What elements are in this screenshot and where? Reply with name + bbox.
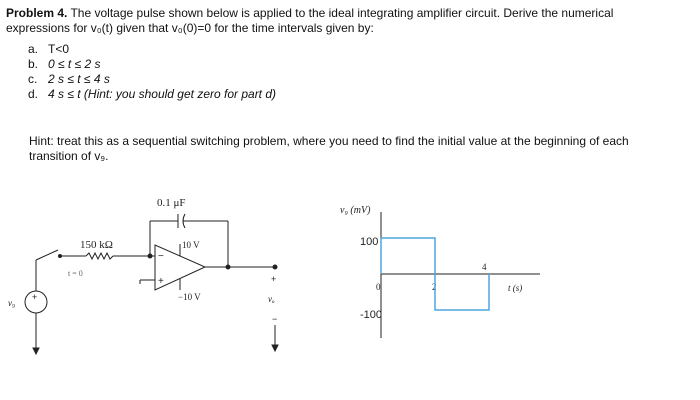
statement-line-1: The voltage pulse shown below is applied to the ideal integrating amplifier circuit. Derive the numerical [67, 6, 614, 20]
hint-line-1: Hint: treat this as a sequential switching problem, where you need to find the initial value at the beginning of each [29, 134, 629, 148]
y-tick-label: 100 [360, 236, 379, 248]
opamp-plus-sign: + [158, 276, 164, 287]
list-item: c. 2 s ≤ t ≤ 4 s [28, 72, 110, 86]
resistor-label: 150 kΩ [80, 239, 113, 251]
capacitor-plate-curved [183, 214, 185, 228]
problem-statement [6, 6, 694, 36]
supply-negative-label: −10 V [178, 292, 201, 302]
series-line [381, 238, 489, 310]
x-axis-label: t (s) [508, 283, 523, 293]
x-tick-label: 2 [432, 282, 437, 292]
output-minus-sign: − [272, 314, 278, 324]
output-label: vₒ [268, 294, 275, 304]
switch-label: t = 0 [68, 269, 83, 278]
x-tick-label: 0 [376, 282, 381, 292]
opamp-minus-sign: − [158, 251, 164, 262]
capacitor-label: 0.1 μF [157, 197, 186, 209]
switch-blade [36, 250, 58, 260]
list-item: d. 4 s ≤ t (Hint: you should get zero for part d) [28, 87, 277, 101]
ground-arrow [272, 345, 278, 351]
output-terminal [273, 265, 277, 269]
source-label: v₉ [8, 298, 16, 308]
voltage-source [25, 291, 47, 313]
junction-dot [148, 254, 152, 258]
y-tick-label: -100 [360, 309, 383, 321]
resistor [86, 253, 113, 259]
junction-dot [226, 265, 230, 269]
interval-list [28, 42, 276, 102]
list-item: b. 0 ≤ t ≤ 2 s [28, 57, 101, 71]
source-plus-sign: + [32, 292, 38, 302]
ground-arrow [33, 348, 39, 354]
hint-line-2: transition of v₉. [29, 149, 109, 163]
output-plus-sign: + [271, 274, 277, 284]
list-item: a. T<0 [28, 42, 70, 56]
y-axis-label: v₉ (mV) [340, 205, 371, 216]
hint-text [29, 134, 689, 164]
opamp-triangle [155, 245, 205, 290]
statement-line-2: expressions for v₀(t) given that v₀(0)=0 for the time intervals given by: [6, 21, 374, 35]
switch-contact [59, 255, 62, 258]
x-tick-label: 4 [482, 262, 487, 272]
supply-positive-label: 10 V [182, 240, 200, 250]
problem-label: Problem 4. [6, 6, 68, 20]
